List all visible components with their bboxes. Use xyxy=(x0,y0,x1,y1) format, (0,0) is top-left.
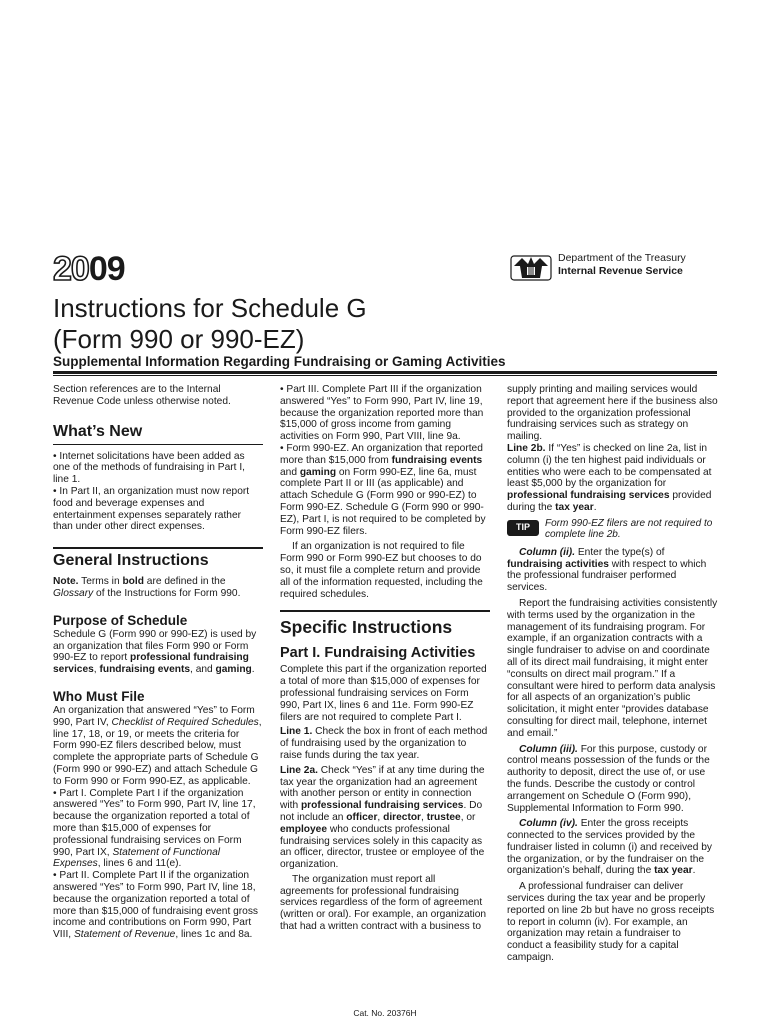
line-text: employee xyxy=(280,823,327,835)
note-text: of the Instructions for Form 990. xyxy=(93,587,241,599)
line-text: Check “Yes” if at any time during the tax year the organization had an agreement with another person or entity in connection with xyxy=(280,764,485,812)
who-text: , lines 6 and 11(e). xyxy=(97,858,182,870)
who-text: • Part I. Complete Part I if the organization answered “Yes” to Form 990, Part IV, line 17, because the organization reported a total of more than $15,000 of expenses for professional fundraising services on Form 990, Part IX, xyxy=(53,787,256,858)
purpose-heading: Purpose of Schedule xyxy=(53,612,188,628)
whats-new-heading: What’s New xyxy=(53,422,143,440)
purpose-text: professional fundraising services xyxy=(53,652,249,676)
bullet-text: • Form 990-EZ. An organization that reported more than $15,000 from xyxy=(280,442,483,466)
column-iv-paragraph: Column (iv). Enter the gross receipts connected to the services provided by the fundraiser listed in column (i) and received by the organization, or by the fundraiser on the organization’s behalf, during the tax year. xyxy=(507,818,712,877)
bullet-text: and xyxy=(280,466,300,478)
specific-instructions-heading: Specific Instructions xyxy=(280,617,453,638)
who-text: , line 17, 18, or 19, or meets the criteria for Form 990-EZ filers described below, must complete the appropriate parts of Schedule G (Form 990 or 990-EZ) and attach Schedule G to Form 990 or Form 990-EZ, as applicable. xyxy=(53,716,262,787)
purpose-text: , and xyxy=(190,664,216,676)
who-text: • Part II. Complete Part II if the organization answered “Yes” to Form 990, Part IV, line 18, because the organization reported a total of more than $15,000 of fundraising event gross income and contributions on Form 990, Part VIII, xyxy=(53,870,259,941)
agency-department: Department of the Treasury xyxy=(558,252,686,264)
who-bullet-2 xyxy=(53,870,263,941)
page-title xyxy=(53,293,367,355)
title-line-2: (Form 990 or 990-EZ) xyxy=(53,324,305,354)
intro-text: Section references are to the Internal Revenue Code unless otherwise noted. xyxy=(53,384,231,407)
line-text: provided during the xyxy=(507,490,712,513)
divider xyxy=(53,547,263,549)
tip-text: Form 990-EZ filers are not required to complete line 2b. xyxy=(545,517,713,541)
line-text: Check the box in front of each method of fundraising used by the organization to raise funds during the tax year. xyxy=(280,726,488,761)
line-text: . Do not include an xyxy=(280,800,483,823)
note-text: bold xyxy=(122,576,144,588)
column-text: tax year xyxy=(654,865,693,877)
tax-year xyxy=(53,252,125,286)
purpose-text: fundraising events xyxy=(99,664,191,676)
tip-badge: TIP xyxy=(507,520,539,536)
bullet-text: on Form 990-EZ, line 6a, must complete Part II or III (as applicable) and attach Schedule G (Form 990 or 990-EZ) to Form 990-EZ. Schedule G (Form 990 or 990-EZ), Part I, is not required to be completed by Form 990-EZ filers. xyxy=(280,466,486,537)
year-outline: 20 xyxy=(53,250,89,288)
line-2b-paragraph: Line 2b. If “Yes” is checked on line 2a, list in column (i) the ten highest paid individuals or entities who were each to be compensated at least $5,000 by the organization for professional fundraising services provided during the tax year. xyxy=(507,442,712,513)
line-label: Line 1. xyxy=(280,726,313,738)
who-text: Statement of Revenue xyxy=(73,929,176,941)
purpose-paragraph: Schedule G (Form 990 or 990-EZ) is used by an organization that files Form 990 or Form 990-EZ to report professional fundraising services, fundraising events, and gaming. xyxy=(53,628,257,676)
general-instructions-heading: General Instructions xyxy=(53,552,209,570)
header-rule xyxy=(53,371,717,374)
bullet-text: gaming xyxy=(299,466,337,478)
irs-eagle-icon xyxy=(510,252,552,282)
line-text: , xyxy=(421,811,427,823)
who-must-file-heading: Who Must File xyxy=(53,688,145,704)
column-text: Enter the type(s) of xyxy=(575,546,665,558)
column-iii-paragraph xyxy=(507,744,719,815)
column-text: fundraising activities xyxy=(507,558,609,570)
line-1-paragraph xyxy=(280,726,490,761)
professional-fundraiser-paragraph: A professional fundraiser can deliver services during the tax year and be properly reported on line 2b but have no gross receipts to report in column (iv). For example, an organization may retain a fundraiser to conduct a feasibility study for a capital campaign. xyxy=(507,881,715,964)
note-text: Terms in xyxy=(81,576,123,588)
report-all-paragraph: The organization must report all agreements for professional fundraising services regardless of the form of agreement (written or oral). For example, an organization that had a written contract with a business to xyxy=(280,873,487,933)
who-paragraph xyxy=(53,705,263,788)
line-text: officer xyxy=(346,811,378,823)
column-text: with respect to which the professional fundraiser performed services. xyxy=(507,558,707,594)
bullet-text: fundraising events xyxy=(391,454,483,466)
bullet-part-3: • Part III. Complete Part III if the organization answered “Yes” to Form 990, Part IV, line 19, because the organization reported more than $15,000 of gross income from gaming activities on Form 990, Part VIII, line 9a. xyxy=(280,384,484,443)
column-2 xyxy=(280,384,490,933)
note-paragraph xyxy=(53,576,263,600)
whats-new-item-1: • Internet solicitations have been added as one of the methods of fundraising in Part I, line 1. xyxy=(53,450,245,486)
note-text: Glossary xyxy=(53,587,94,599)
note-label: Note. xyxy=(53,576,79,588)
line-text: director xyxy=(383,811,422,823)
column-ii-paragraph xyxy=(507,547,719,594)
line-label: Line 2a. xyxy=(280,764,318,776)
purpose-text: gaming xyxy=(215,664,252,676)
purpose-text: Schedule G (Form 990 or 990-EZ) is used by an organization that files Form 990 or Form 990-EZ to report xyxy=(53,628,257,664)
column-label: Column (iii). xyxy=(519,743,578,755)
bullet-form-990ez xyxy=(280,443,490,537)
line-text: professional fundraising services xyxy=(300,800,464,812)
line-text: tax year xyxy=(555,501,594,513)
not-required-paragraph: If an organization is not required to file Form 990 or Form 990-EZ but chooses to do so, it must file a complete return and provide all of the information requested, including the required schedules. xyxy=(280,541,483,600)
line-text: If “Yes” is checked on line 2a, list in column (i) the ten highest paid individuals or entities who were each to be compensated at least $5,000 by the organization for xyxy=(507,442,712,490)
line-text: who conducts professional fundraising services solely in this capacity as an officer, director, trustee or employee of the organization. xyxy=(280,823,485,871)
catalog-number: Cat. No. 20376H xyxy=(353,1008,417,1018)
column-3 xyxy=(507,384,719,964)
line-label: Line 2b. xyxy=(507,442,546,454)
who-text: Statement of Functional Expenses xyxy=(53,846,221,870)
report-fundraising-paragraph: Report the fundraising activities consistently with terms used by the organization in the management of its fundraising program. For example, if an organization contracts with a single fundraiser to advise on and coordinate all of its direct mail fundraising, it might enter “consults on direct mail program.” If a consultant were hired to perform data analysis for all aspects of an organization’s public solicitation, it might enter “provides database consulting for direct mail, telephone, internet and email.” xyxy=(507,597,718,739)
line-text: trustee xyxy=(426,811,461,823)
tip-callout xyxy=(507,518,719,541)
line-text: , or xyxy=(460,811,476,823)
note-text: are defined in the xyxy=(143,576,226,588)
line-text: , xyxy=(377,811,384,823)
whats-new-item-2: • In Part II, an organization must now report food and beverage expenses and entertainment expenses separately rather than under other direct expenses. xyxy=(53,485,250,533)
agency-block xyxy=(510,252,750,282)
year-solid: 09 xyxy=(88,250,125,288)
who-text: , lines 1c and 8a. xyxy=(175,929,253,941)
line-text: professional fundraising services xyxy=(507,490,670,502)
column-text: Enter the gross receipts connected to the services provided by the fundraiser listed in column (i) and received by the organization, or by the fundraiser on the organization’s behalf, during the xyxy=(507,818,712,877)
line-2a-paragraph xyxy=(280,765,490,871)
who-bullet-1 xyxy=(53,788,263,871)
divider xyxy=(280,610,490,612)
divider xyxy=(53,444,263,445)
who-text: Checklist of Required Schedules xyxy=(111,716,259,728)
continued-paragraph: supply printing and mailing services would report that agreement here if the business also provided to the organization professional fundraising services such as strategy on mailing. xyxy=(507,384,718,443)
title-line-1: Instructions for Schedule G xyxy=(53,293,367,323)
who-text: An organization that answered “Yes” to Form 990, Part IV, xyxy=(53,704,255,728)
part-1-paragraph: Complete this part if the organization reported a total of more than $15,000 of expenses for professional fundraising services on Form 990, Part IX, lines 6 and 11e. Form 990-EZ filers are not required to complete Part I. xyxy=(280,664,487,723)
part-1-heading: Part I. Fundraising Activities xyxy=(280,645,476,662)
column-text: For this purpose, custody or control means possession of the funds or the authority to deposit, direct the use of, or use the funds. Describe the custody or control arrangement on Schedule O (Form 990), Supplemental Information to Form 990. xyxy=(507,743,710,814)
column-label: Column (iv). xyxy=(519,818,578,830)
page-subtitle: Supplemental Information Regarding Fundraising or Gaming Activities xyxy=(53,354,506,369)
agency-irs: Internal Revenue Service xyxy=(558,265,683,277)
column-label: Column (ii). xyxy=(519,546,576,558)
header-rule-thin xyxy=(53,375,717,376)
column-1 xyxy=(53,384,263,941)
